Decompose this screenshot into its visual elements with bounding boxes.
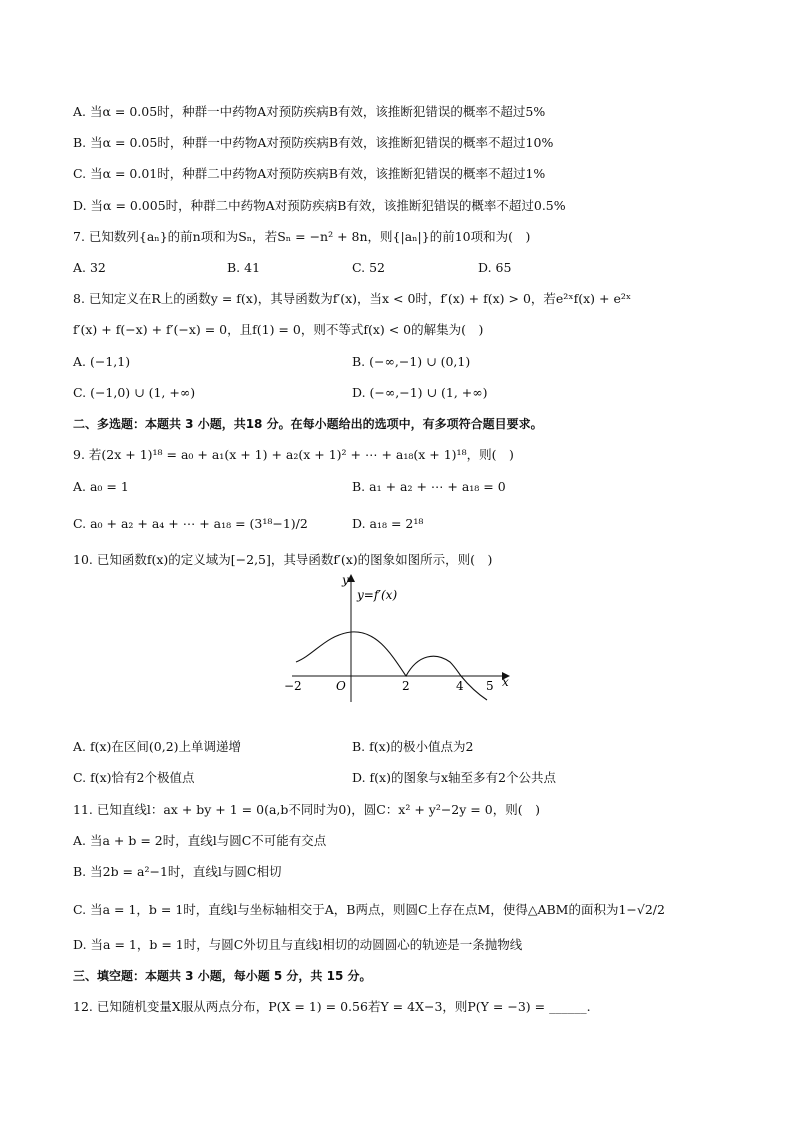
- q11-option-a: A. 当a + b = 2时，直线l与圆C不可能有交点: [73, 833, 327, 848]
- q11-option-c: C. 当a = 1，b = 1时，直线l与坐标轴相交于A，B两点，则圆C上存在点M，使得△ABM的面积为1−√2/2: [73, 902, 665, 917]
- q6-option-a: A. 当α = 0.05时，种群一中药物A对预防疾病B有效，该推断犯错误的概率不超过5%: [73, 104, 546, 119]
- origin-label: O: [336, 679, 346, 693]
- q8-option-a: A. (−1,1): [73, 354, 131, 369]
- tick-label-neg2: −2: [284, 679, 302, 693]
- q10-option-d: D. f(x)的图象与x轴至多有2个公共点: [352, 770, 556, 785]
- q8-option-b: B. (−∞,−1) ∪ (0,1): [352, 354, 471, 369]
- q11-option-d: D. 当a = 1，b = 1时，与圆C外切且与直线l相切的动圆圆心的轨迹是一条抛物线: [73, 937, 523, 952]
- section-2-heading: 二、多选题：本题共 3 小题，共18 分。在每小题给出的选项中，有多项符合题目要求。: [73, 417, 543, 431]
- tick-label-5: 5: [486, 679, 494, 693]
- q9-option-b: B. a₁ + a₂ + ⋯ + a₁₈ = 0: [352, 479, 506, 494]
- q6-option-d: D. 当α = 0.005时，种群二中药物A对预防疾病B有效，该推断犯错误的概率不超过0.5%: [73, 198, 566, 213]
- q7-option-c: C. 52: [352, 260, 385, 275]
- y-axis-label: y: [342, 573, 349, 587]
- q7-option-d: D. 65: [478, 260, 512, 275]
- section-3-heading: 三、填空题：本题共 3 小题，每小题 5 分，共 15 分。: [73, 969, 372, 983]
- q6-option-c: C. 当α = 0.01时，种群二中药物A对预防疾病B有效，该推断犯错误的概率不超过1%: [73, 166, 546, 181]
- q8-option-c: C. (−1,0) ∪ (1, +∞): [73, 385, 196, 400]
- q9-stem: 9. 若(2x + 1)¹⁸ = a₀ + a₁(x + 1) + a₂(x + 1)² + ⋯ + a₁₈(x + 1)¹⁸，则( ): [73, 447, 514, 462]
- q10-stem: 10. 已知函数f(x)的定义域为[−2,5]，其导函数f′(x)的图象如图所示，则( ): [73, 552, 493, 567]
- q11-option-b: B. 当2b = a²−1时，直线l与圆C相切: [73, 864, 282, 879]
- tick-label-2: 2: [402, 679, 410, 693]
- q8-option-d: D. (−∞,−1) ∪ (1, +∞): [352, 385, 488, 400]
- q7-stem: 7. 已知数列{aₙ}的前n项和为Sₙ，若Sₙ = −n² + 8n，则{|aₙ|}的前10项和为( ): [73, 229, 531, 244]
- q7-option-a: A. 32: [73, 260, 106, 275]
- q6-option-b: B. 当α = 0.05时，种群一中药物A对预防疾病B有效，该推断犯错误的概率不超过10%: [73, 135, 554, 150]
- q11-stem: 11. 已知直线l：ax + by + 1 = 0(a,b不同时为0)，圆C：x² + y²−2y = 0，则( ): [73, 802, 540, 817]
- q9-option-d: D. a₁₈ = 2¹⁸: [352, 516, 424, 531]
- x-axis-label: x: [502, 675, 509, 689]
- q12-stem: 12. 已知随机变量X服从两点分布，P(X = 1) = 0.56若Y = 4X−3，则P(Y = −3) = ______.: [73, 999, 591, 1014]
- q7-option-b: B. 41: [227, 260, 261, 275]
- tick-label-4: 4: [456, 679, 464, 693]
- derivative-graph: [280, 570, 520, 705]
- q9-option-c: C. a₀ + a₂ + a₄ + ⋯ + a₁₈ = (3¹⁸−1)/2: [73, 516, 308, 531]
- q9-option-a: A. a₀ = 1: [73, 479, 129, 494]
- q10-option-a: A. f(x)在区间(0,2)上单调递增: [73, 739, 242, 754]
- q8-stem-line2: f′(x) + f(−x) + f′(−x) = 0，且f(1) = 0，则不等式f(x) < 0的解集为( ): [73, 322, 484, 337]
- q10-option-c: C. f(x)恰有2个极值点: [73, 770, 195, 785]
- q8-stem-line1: 8. 已知定义在R上的函数y = f(x)，其导函数为f′(x)，当x < 0时，f′(x) + f(x) > 0，若e²ˣf(x) + e²ˣ: [73, 291, 632, 306]
- q10-option-b: B. f(x)的极小值点为2: [352, 739, 474, 754]
- function-label: y=f′(x): [357, 588, 398, 602]
